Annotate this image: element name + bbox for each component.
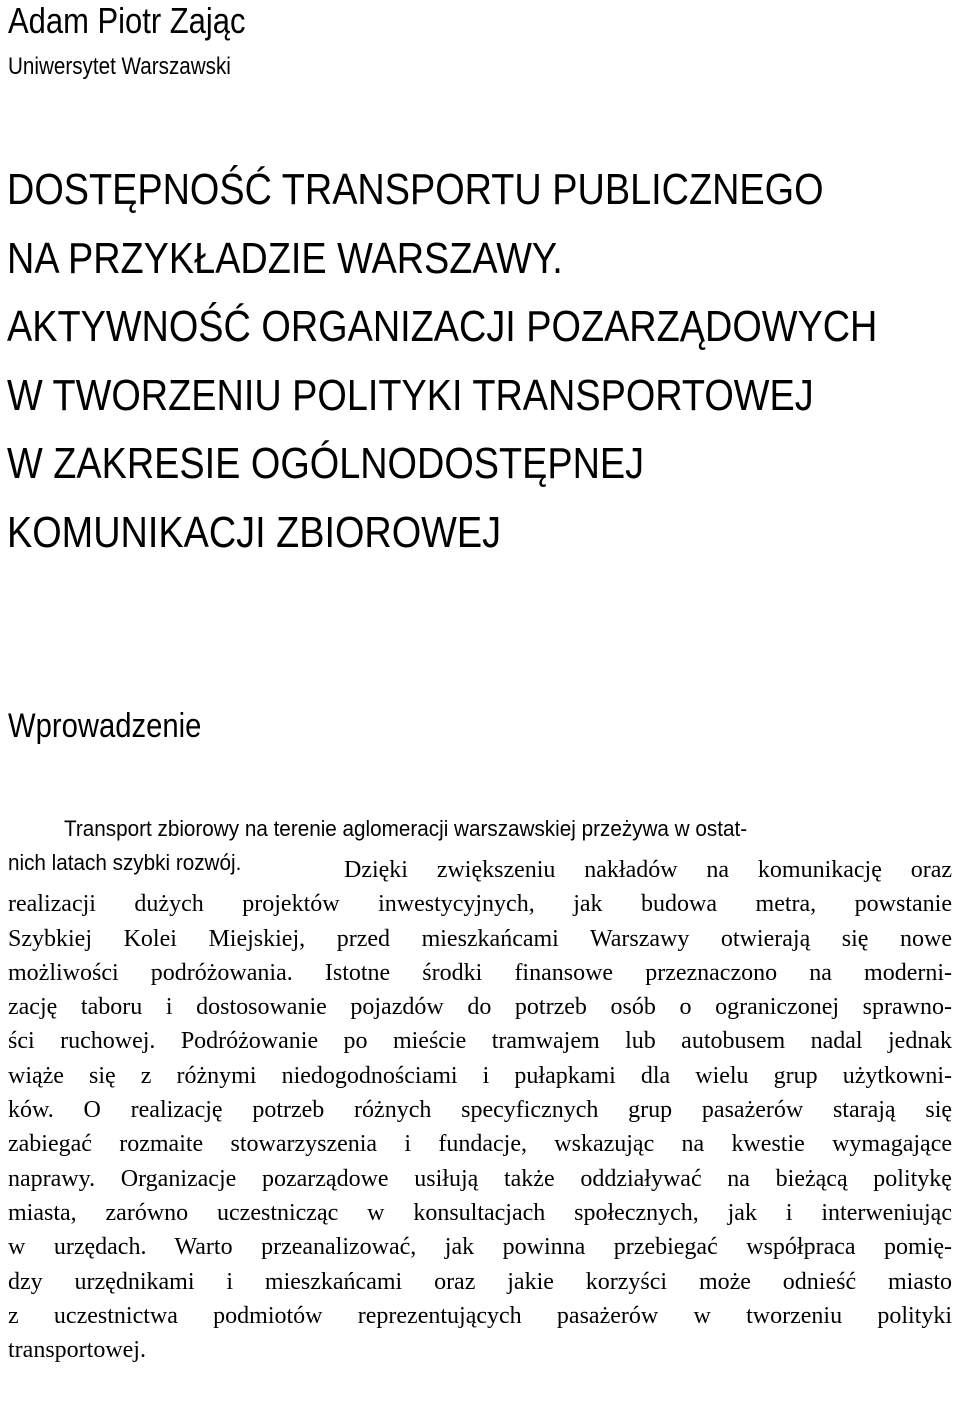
title-line: W ZAKRESIE OGÓLNODOSTĘPNEJ — [7, 439, 645, 488]
title-line: W TWORZENIU POLITYKI TRANSPORTOWEJ — [7, 370, 814, 420]
title-line: NA PRZYKŁADZIE WARSZAWY. — [7, 233, 563, 283]
section-heading: Wprowadzenie — [8, 707, 202, 745]
paragraph-line: ków. O realizację potrzeb różnych specyficznych grup pasażerów starają się — [8, 1097, 953, 1124]
title-line: AKTYWNOŚĆ ORGANIZACJI POZARZĄDOWYCH — [7, 302, 878, 351]
paragraph-line: możliwości podróżowania. Istotne środki finansowe przeznaczono na moderni- — [8, 959, 952, 986]
paper-title — [7, 156, 877, 567]
paragraph-line: Szybkiej Kolei Miejskiej, przed mieszkańcami Warszawy otwierają się nowe — [8, 925, 953, 952]
paragraph-line: zację taboru i dostosowanie pojazdów do potrzeb osób o ograniczonej sprawno- — [8, 994, 952, 1021]
paragraph-line: naprawy. Organizacje pozarządowe usiłują także oddziaływać na bieżącą politykę — [8, 1165, 952, 1192]
title-line: DOSTĘPNOŚĆ TRANSPORTU PUBLICZNEGO — [7, 165, 824, 214]
paragraph-line: nich latach szybki rozwój. — [8, 850, 242, 876]
paragraph-line: w urzędach. Warto przeanalizować, jak powinna przebiegać współpraca pomię- — [8, 1234, 953, 1261]
paragraph-line: dzy urzędnikami i mieszkańcami oraz jakie korzyści może odnieść miasto — [8, 1268, 952, 1295]
paragraph-line: realizacji dużych projektów inwestycyjnych, jak budowa metra, powstanie — [8, 891, 952, 918]
paragraph-line: Dzięki zwiększeniu nakładów na komunikację oraz — [344, 857, 953, 883]
author-affiliation: Uniwersytet Warszawski — [8, 53, 231, 80]
paragraph-line: ści ruchowej. Podróżowanie po mieście tramwajem lub autobusem nadal jednak — [8, 1028, 952, 1055]
author-name: Adam Piotr Zając — [8, 0, 246, 41]
paragraph-line: wiąże się z różnymi niedogodnościami i pułapkami dla wielu grup użytkowni- — [8, 1062, 953, 1089]
paragraph-line: z uczestnictwa podmiotów reprezentujących pasażerów w tworzeniu polityki — [8, 1302, 953, 1329]
title-line: KOMUNIKACJI ZBIOROWEJ — [7, 507, 502, 557]
paragraph-line: transportowej. — [8, 1337, 146, 1364]
intro-paragraph — [8, 853, 960, 1367]
paragraph-line: miasta, zarówno uczestnicząc w konsultacjach społecznych, jak i interweniując — [8, 1199, 952, 1226]
paragraph-line: Transport zbiorowy na terenie aglomeracji warszawskiej przeżywa w ostat- — [64, 816, 748, 841]
paragraph-line: zabiegać rozmaite stowarzyszenia i fundacje, wskazując na kwestie wymagające — [8, 1131, 953, 1158]
